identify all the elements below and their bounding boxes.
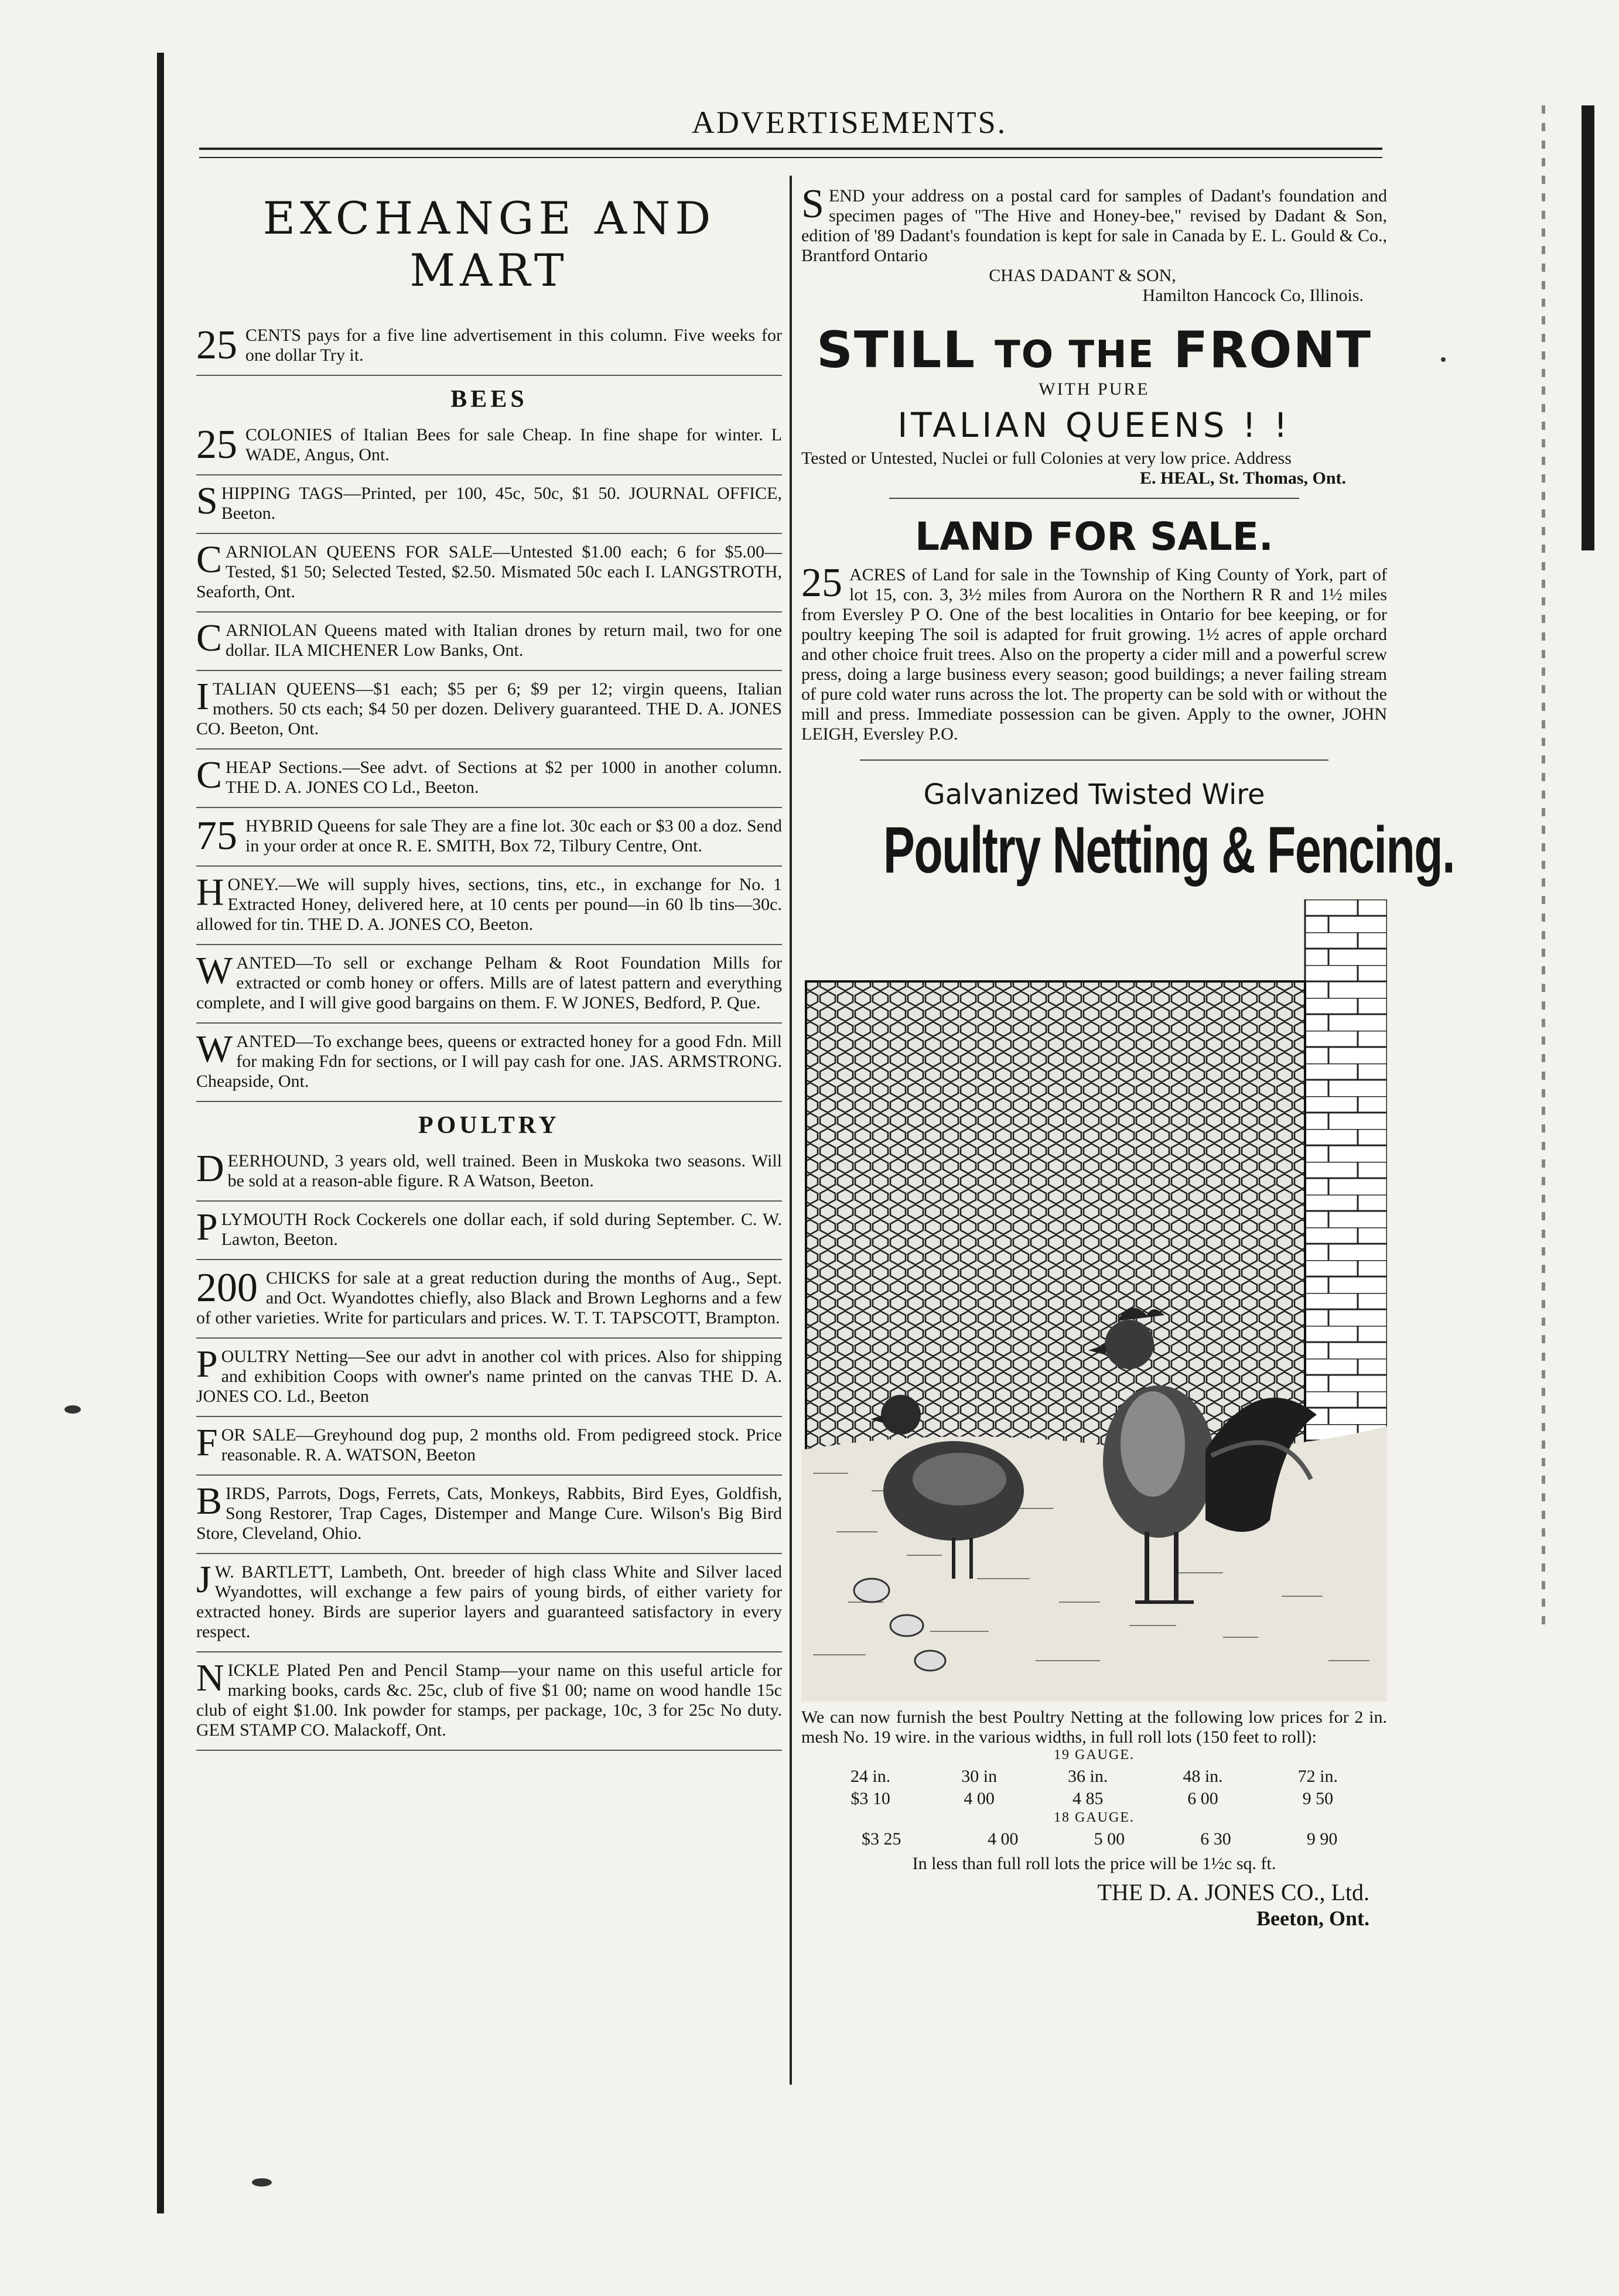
widths-row [813,1765,1375,1788]
poultry-ads [196,1143,782,1751]
right-column [801,182,1455,1931]
netting-illustration [801,899,1387,1702]
ad-text: ANTED—To exchange bees, queens or extracted honey for a good Fdn. Mill for making Fdn for sections, or I will pay cash for one. JAS. ARMSTRONG. Cheapside, Ont. [196,1032,782,1091]
ad-lead: I [196,675,209,718]
ad-lead: W [196,949,233,992]
width-cell: 48 in. [1183,1767,1223,1786]
ad-text: TALIAN QUEENS—$1 each; $5 per 6; $9 per 12; virgin queens, Italian mothers. 50 cts each; $4 50 per dozen. Delivery guaranteed. THE D. A. JONES CO. Beeton, Ont. [196,679,782,738]
ad-lead: 25 [196,422,237,467]
with-pure: WITH PURE [1039,379,1150,399]
price-intro: We can now furnish the best Poultry Netting at the following low prices for 2 in. mesh No. 19 wire. in the various widths, in full roll lots (150 feet to roll): [801,1708,1387,1747]
ad-text: HYBRID Queens for sale They are a fine lot. 30c each or $3 00 a doz. Send in your order at once R. E. SMITH, Box 72, Tilbury Centre, Ont. [245,816,782,856]
scan-speck [64,1405,81,1414]
price-cell: 4 00 [988,1829,1019,1849]
ad-text: EERHOUND, 3 years old, well trained. Been in Muskoka two seasons. Will be sold at a reason-able figure. R A Watson, Beeton. [227,1151,782,1190]
gauge-18-prices-row [813,1828,1375,1850]
classified-ad [196,1024,782,1102]
gauge-19-prices-row [813,1788,1375,1810]
intro-ad [196,317,782,376]
ad-lead: 25 [801,560,842,605]
ad-lead: C [196,617,223,659]
heal-signature: E. HEAL, St. Thomas, Ont. [1139,468,1346,488]
classified-ad [196,1143,782,1202]
company-place: Beeton, Ont. [1256,1907,1369,1930]
ad-text: ICKLE Plated Pen and Pencil Stamp—your name on this useful article for marking books, cards &c. 25c, club of five $1 00; name on wood handle 15c club of eight $1.00. Ink powder for stamps, per package, 10c, 3 for 25c No duty. GEM STAMP CO. Malackoff, Ont. [196,1661,782,1740]
ad-text: ARNIOLAN QUEENS FOR SALE—Untested $1.00 each; 6 for $5.00—Tested, $1 50; Selected Tested, $2.50. Mismated 50c each I. LANGSTROTH, Seaforth, Ont. [196,542,782,601]
ad-text: LYMOUTH Rock Cockerels one dollar each, if sold during September. C. W. Lawton, Beeton. [221,1210,782,1249]
price-cell: 5 00 [1094,1829,1125,1849]
dadant-sign-2: Hamilton Hancock Co, Illinois. [1142,286,1364,305]
price-cell: 4 85 [1072,1789,1104,1808]
ad-text: ACRES of Land for sale in the Township of King County of York, part of lot 15, con. 3, 3½ miles from Aurora on the Northern R R and 1½ miles from Eversley P O. One of the best localities in Ontario for bee keeping, or for poultry keeping The soil is adapted for fruit growing. 1½ acres of apple orchard and other choice fruit trees. Also on the property a cider mill and a powerful screw press, doing a large business every season; good buildings; a never failing stream of pure cold water runs across the lot. The property can be sold with or without the mill and press. Immediate possession can be given. Apply to the owner, JOHN LEIGH, Eversley P.O. [801,565,1387,744]
ad-text: CENTS pays for a five line advertisement in this column. Five weeks for one dollar Try it. [245,326,782,365]
price-cell: $3 25 [862,1829,901,1849]
ad-text: W. BARTLETT, Lambeth, Ont. breeder of high class White and Silver laced Wyandottes, will exchange a few pairs of young birds, of either variety for extracted honey. Birds are superior layers and guaranteed satisfactory in every respect. [196,1562,782,1641]
page-header: ADVERTISEMENTS. [691,105,1007,140]
gauge-19-label: 19 GAUGE. [1054,1747,1135,1763]
dadant-ad [801,182,1387,306]
ad-lead: W [196,1028,233,1070]
classified-ad [196,417,782,475]
rule [889,498,1299,499]
scan-speck [1441,357,1446,362]
price-cell: $3 10 [851,1789,890,1808]
ad-lead: H [196,871,224,913]
left-column [196,186,782,1751]
ad-lead: P [196,1206,218,1248]
still-word: STILL [816,321,976,379]
queens-text: Tested or Untested, Nuclei or full Colonies at very low price. Address [801,449,1292,468]
classified-ad [196,1339,782,1417]
price-note: In less than full roll lots the price will be 1½c sq. ft. [912,1854,1276,1873]
scan-speck [252,2178,272,2186]
dadant-sign-1: CHAS DADANT & SON, [989,266,1176,285]
front-word: FRONT [1173,321,1372,379]
ad-text: HIPPING TAGS—Printed, per 100, 45c, 50c, $1 50. JOURNAL OFFICE, Beeton. [221,484,782,523]
classified-ad [196,1260,782,1339]
page-binding-edge [157,53,164,2213]
classified-ad [196,1202,782,1260]
column-divider [790,176,792,2085]
italian-queens-title: ITALIAN QUEENS ! ! [897,405,1291,445]
bees-section-title: BEES [450,386,528,413]
classified-ad [196,613,782,671]
ad-text: HEAP Sections.—See advt. of Sections at $2 per 1000 in another column. THE D. A. JONES CO Ld., Beeton. [226,758,782,797]
price-cell: 6 00 [1187,1789,1218,1808]
land-ad [801,560,1387,744]
classified-ad [196,945,782,1024]
ad-text: ARNIOLAN Queens mated with Italian drones by return mail, two for one dollar. ILA MICHENER Low Banks, Ont. [226,621,782,660]
header-rule-thin [199,157,1382,158]
classified-ad [196,475,782,534]
price-cell: 6 30 [1200,1829,1231,1849]
ad-lead: B [196,1480,223,1522]
ad-text: ONEY.—We will supply hives, sections, tins, etc., in exchange for No. 1 Extracted Honey, delivered here, at 10 cents per pound—in 60 lb tins—30c. allowed for tin. THE D. A. JONES CO, Beeton. [196,875,782,934]
ad-lead: S [801,182,824,227]
classified-ad [196,671,782,750]
ad-lead: N [196,1657,224,1699]
price-table-18 [813,1828,1375,1850]
classified-ad [196,808,782,867]
rule [860,759,1328,761]
bees-ads [196,417,782,1102]
width-cell: 30 in [961,1767,998,1786]
gauge-18-label: 18 GAUGE. [1054,1810,1135,1825]
ad-text: OR SALE—Greyhound dog pup, 2 months old. From pedigreed stock. Price reasonable. R. A. WATSON, Beeton [221,1425,782,1464]
page-edge-shadow [1582,105,1594,550]
still-to-the-front [801,321,1387,379]
price-cell: 9 90 [1306,1829,1338,1849]
ad-text: ANTED—To sell or exchange Pelham & Root Foundation Mills for extracted or comb honey or offers. Mills are of latest pattern and everything complete, and I will give good bargains on them. F. W JONES, Bedford, P. Que. [196,953,782,1012]
ad-text: CHICKS for sale at a great reduction during the months of Aug., Sept. and Oct. Wyandottes chiefly, also Black and Brown Leghorns and a few of other varieties. Write for particulars and prices. W. T. T. TAPSCOTT, Brampton. [196,1268,782,1327]
company-name: THE D. A. JONES CO., Ltd. [1097,1879,1369,1905]
classified-ad [196,1417,782,1476]
ad-text: IRDS, Parrots, Dogs, Ferrets, Cats, Monkeys, Rabbits, Bird Eyes, Goldfish, Song Restorer, Trap Cages, Distemper and Mange Cure. Wilson's Big Bird Store, Cleveland, Ohio. [196,1484,782,1543]
ad-lead: 75 [196,813,237,858]
width-cell: 36 in. [1068,1767,1108,1786]
classified-ad [196,867,782,945]
ad-lead: S [196,480,218,522]
width-cell: 24 in. [850,1767,891,1786]
ad-lead: F [196,1421,218,1464]
header-rule [199,148,1382,150]
ad-text: END your address on a postal card for samples of Dadant's foundation and specimen pages of "The Hive and Honey-bee," revised by Dadant & Son, edition of '89 Dadant's foundation is kept for sale in Canada by E. L. Gould & Co., Brantford Ontario [801,186,1387,265]
page-edge-dots [1542,105,1545,1628]
land-for-sale-title: LAND FOR SALE. [915,514,1273,559]
ad-text: OULTRY Netting—See our advt in another col with prices. Also for shipping and exhibition Coops with owner's name printed on the canvas THE D. A. JONES CO. Ld., Beeton [196,1347,782,1406]
price-cell: 4 00 [964,1789,995,1808]
classified-ad [196,1476,782,1554]
to-the-word: TO THE [995,333,1155,377]
price-cell: 9 50 [1302,1789,1334,1808]
galvanized-wire-title: Galvanized Twisted Wire [923,778,1265,811]
exchange-mart-title: EXCHANGE AND MART [262,192,716,296]
ad-lead: C [196,754,223,796]
ad-lead: J [196,1558,211,1601]
classified-ad [196,534,782,613]
ad-lead: 25 [196,323,237,368]
ad-lead: P [196,1343,218,1385]
classified-ad [196,1652,782,1751]
width-cell: 72 in. [1297,1767,1338,1786]
ad-text: COLONIES of Italian Bees for sale Cheap. In fine shape for winter. L WADE, Angus, Ont. [245,425,782,464]
classified-ad [196,750,782,808]
price-table [813,1765,1375,1810]
poultry-section-title: POULTRY [418,1112,560,1139]
chicken-fence-drawing [801,899,1387,1702]
ad-lead: D [196,1147,224,1190]
poultry-netting-title: Poultry Netting & Fencing. [883,813,1455,887]
ad-lead: C [196,538,223,581]
ad-lead: 200 [196,1265,258,1310]
classified-ad [196,1554,782,1652]
